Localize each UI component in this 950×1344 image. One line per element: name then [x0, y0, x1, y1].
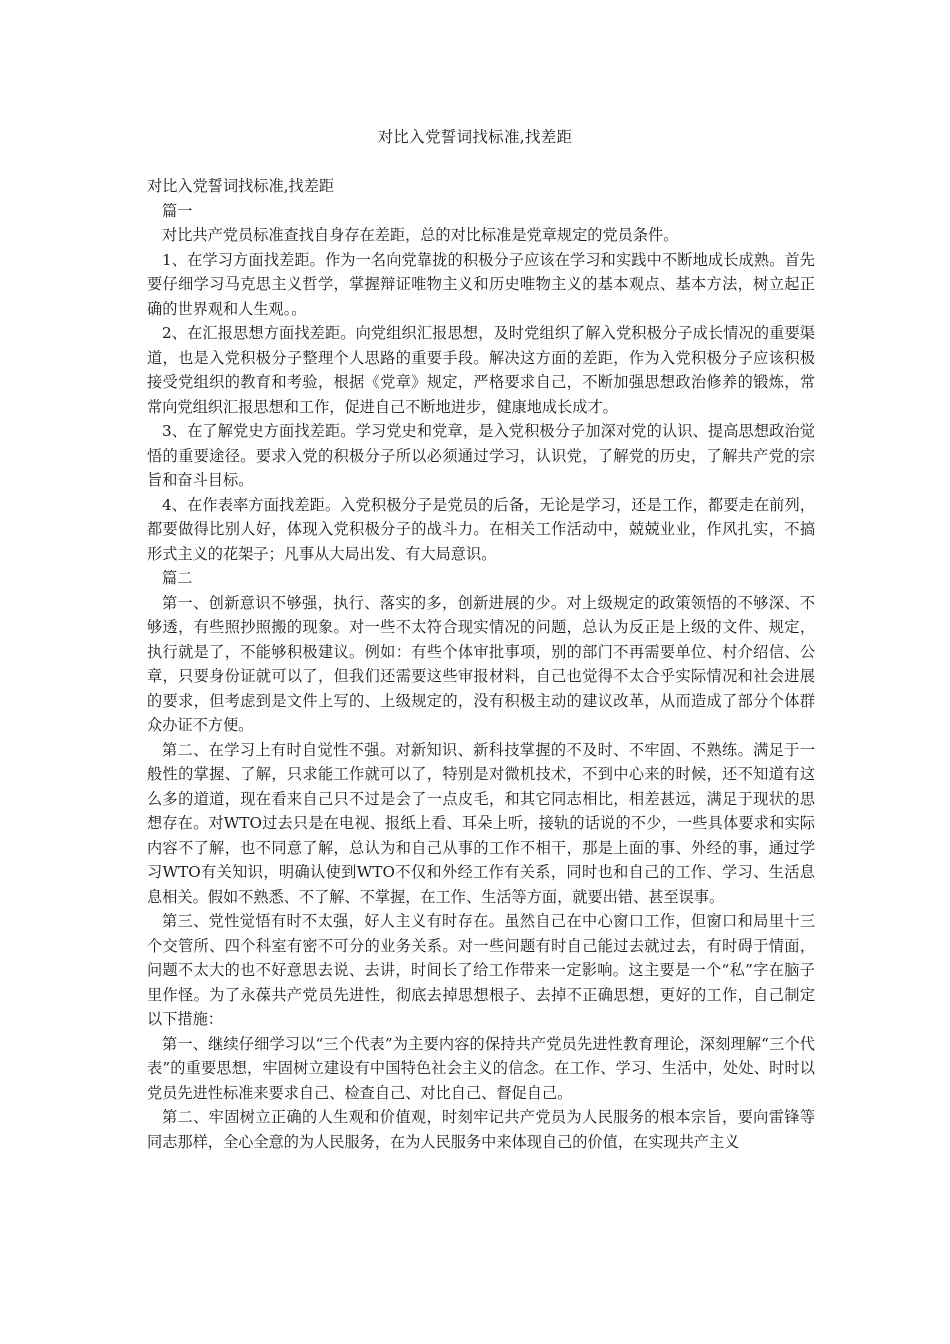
body-heading: 对比入党誓词找标准,找差距 — [147, 177, 335, 195]
section-label-2: 篇二 — [162, 569, 193, 587]
paragraph: 1、在学习方面找差距。作为一名向党靠拢的积极分子应该在学习和实践中不断地成长成熟。首先要仔细学习马克思主义哲学，掌握辩证唯物主义和历史唯物主义的基本观点、基本方法，树立起正确的世界观和人生观。。 — [147, 250, 815, 318]
paragraph: 2、在汇报思想方面找差距。向党组织汇报思想，及时党组织了解入党积极分子成长情况的重要渠道，也是入党积极分子整理个人思路的重要手段。解决这方面的差距，作为入党积极分子应该积极接受党组织的教育和考验，根据《党章》规定，严格要求自己，不断加强思想政治修养的锻炼，常常向党组织汇报思想和工作，促进自己不断地进步，健康地成长成才。 — [147, 324, 815, 416]
document-body — [147, 174, 815, 1154]
paragraph: 第二、在学习上有时自觉性不强。对新知识、新科技掌握的不及时、不牢固、不熟练。满足于一般性的掌握、了解，只求能工作就可以了，特别是对微机技术，不到中心来的时候，还不知道有这么多的道道，现在看来自己只不过是会了一点皮毛，和其它同志相比，相差甚远，满足于现状的思想存在。对WTO过去只是在电视、报纸上看、耳朵上听，接轨的话说的不少，一些具体要求和实际内容不了解，也不同意了解，总认为和自己从事的工作不相干，那是上面的事、外经的事，通过学习WTO有关知识，明确认使到WTO不仅和外经工作有关系，同时也和自己的工作、学习、生活息息相关。假如不熟悉、不了解、不掌握，在工作、生活等方面，就要出错、甚至误事。 — [147, 740, 815, 906]
paragraph: 对比共产党员标准查找自身存在差距，总的对比标准是党章规定的党员条件。 — [162, 226, 679, 244]
section-label-1: 篇一 — [162, 201, 193, 220]
paragraph: 第一、继续仔细学习以“三个代表”为主要内容的保持共产党员先进性教育理论，深刻理解“三个代表”的重要思想，牢固树立建设有中国特色社会主义的信念。在工作、学习、生活中，处处、时时以党员先进性标准来要求自己、检查自己、对比自己、督促自己。 — [147, 1034, 815, 1102]
paragraph: 4、在作表率方面找差距。入党积极分子是党员的后备，无论是学习，还是工作，都要走在前列，都要做得比别人好，体现入党积极分子的战斗力。在相关工作活动中，兢兢业业，作风扎实，不搞形式主义的花架子；凡事从大局出发、有大局意识。 — [147, 495, 815, 563]
paragraph: 第一、创新意识不够强，执行、落实的多，创新进展的少。对上级规定的政策领悟的不够深、不够透，有些照抄照搬的现象。对一些不太符合现实情况的问题，总认为反正是上级的文件、规定，执行就是了，不能够积极建议。例如：有些个体审批事项，别的部门不再需要单位、村介绍信、公章，只要身份证就可以了，但我们还需要这些审报材料，自己也觉得不太合乎实际情况和社会进展的要求，但考虑到是文件上写的、上级规定的，没有积极主动的建议改革，从而造成了部分个体群众办证不方便。 — [147, 593, 815, 734]
paragraph: 第三、党性觉悟有时不太强，好人主义有时存在。虽然自己在中心窗口工作，但窗口和局里十三个交管所、四个科室有密不可分的业务关系。对一些问题有时自己能过去就过去，有时碍于情面，问题不太大的也不好意思去说、去讲，时间长了给工作带来一定影响。这主要是一个“私”字在脑子里作怪。为了永葆共产党员先进性，彻底去掉思想根子、去掉不正确思想，更好的工作，自己制定以下措施： — [147, 912, 815, 1028]
document-title: 对比入党誓词找标准,找差距 — [377, 128, 573, 146]
paragraph: 第二、牢固树立正确的人生观和价值观，时刻牢记共产党员为人民服务的根本宗旨，要向雷锋等同志那样，全心全意的为人民服务，在为人民服务中来体现自己的价值，在实现共产主义 — [147, 1108, 815, 1151]
paragraph: 3、在了解党史方面找差距。学习党史和党章，是入党积极分子加深对党的认识、提高思想政治觉悟的重要途径。要求入党的积极分子所以必须通过学习，认识党，了解党的历史，了解共产党的宗旨和奋斗目标。 — [147, 422, 815, 489]
